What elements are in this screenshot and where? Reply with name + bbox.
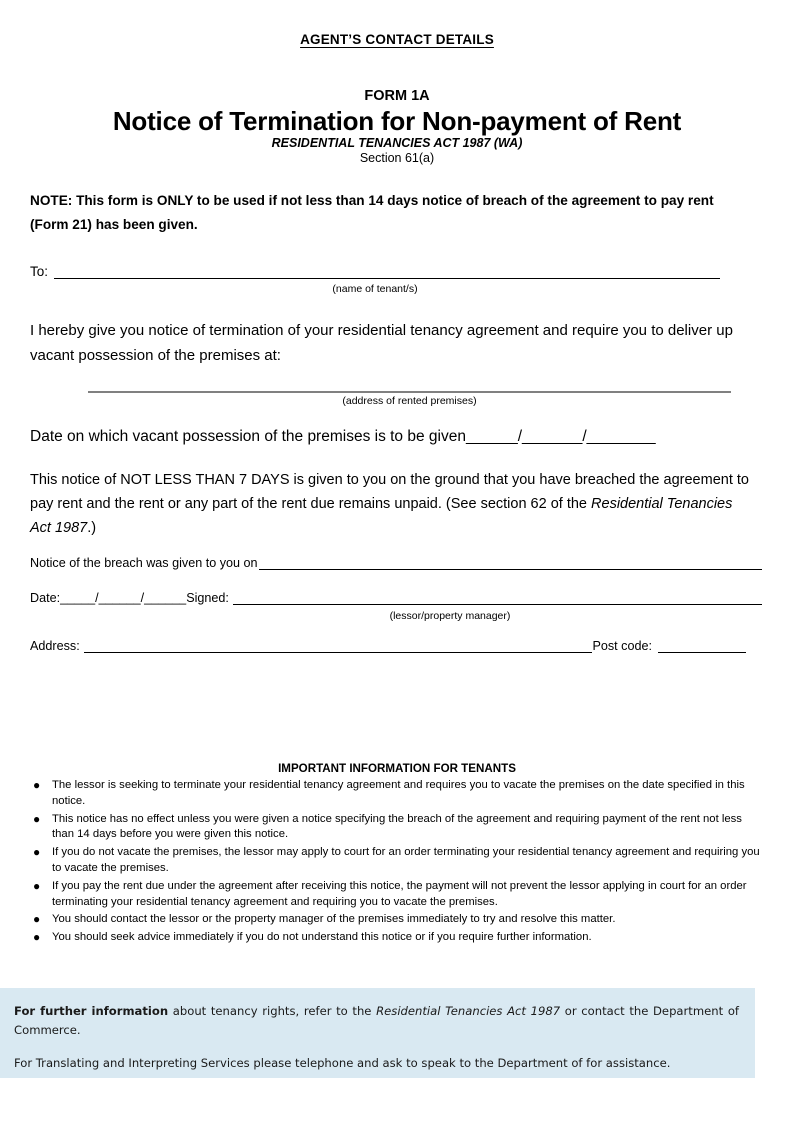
list-item-text: The lessor is seeking to terminate your residential tenancy agreement and requires you to vacate the premises on the date specified in this notice. [52,779,745,807]
agent-contact-details-text: AGENT’S CONTACT DETAILS [300,32,494,47]
vacant-possession-date-input[interactable]: ______/_______/________ [465,428,656,445]
list-item-text: If you pay the rent due under the agreement after receiving this notice, the payment will not prevent the lessor applying in court for an order terminating your residential tenancy agreement and requiring you to vacate the premises. [52,879,747,908]
bullet-icon: ● [33,878,41,893]
body-paragraph-2 [30,468,754,540]
date-input[interactable]: _____/______/______ [60,591,187,605]
bullet-icon: ● [33,845,41,860]
signed-label: Signed: [186,591,229,605]
list-item [30,879,760,911]
footer-line-1-part-a: about tenancy rights, refer to the [168,1004,377,1018]
further-information-box [0,988,755,1078]
list-item-text: This notice has no effect unless you were given a notice specifying the breach of the agreement and requiring payment of the rent not less than 14 days before you were given this notice. [52,812,742,841]
vacant-possession-date-label: Date on which vacant possession of the premises is to be given [30,428,466,445]
caption-lessor-property-manager: (lessor/property manager) [389,610,511,622]
footer-line-1 [14,1002,739,1040]
note-text: NOTE: This form is ONLY to be used if not less than 14 days notice of breach of the agreement to pay rent (Form 21) has been given. [30,193,714,232]
list-item [30,812,760,844]
list-item-text: You should contact the lessor or the property manager of the premises immediately to try and resolve this matter. [52,913,616,926]
footer-line-1-act-italic: Residential Tenancies Act 1987 [376,1004,561,1018]
footer-line-1-bold: For further information [14,1004,169,1018]
section-reference: Section 61(a) [359,151,435,165]
list-item [30,845,760,877]
to-input-line[interactable] [54,264,720,279]
bullet-icon: ● [33,778,41,792]
footer-line-2: For Translating and Interpreting Services please telephone and ask to speak to the Department of for assistance. [14,1056,671,1070]
list-item [30,778,760,810]
list-item-text: If you do not vacate the premises, the lessor may apply to court for an order terminating your residential tenancy agreement and requiring you to vacate the premises. [52,846,760,874]
bullet-icon: ● [33,811,41,826]
list-item-text: You should seek advice immediately if you do not understand this notice or if you require further information. [52,931,592,944]
form-number: FORM 1A [364,88,430,104]
vacant-possession-date-row [30,428,754,446]
postcode-input-line[interactable] [658,639,746,653]
to-field-row [30,264,720,279]
agent-contact-details-heading [0,32,794,47]
bullet-icon: ● [33,930,41,945]
address-input-line[interactable] [84,639,593,653]
important-information-list [30,778,760,948]
to-label: To: [30,264,49,279]
breach-notice-row [30,556,762,570]
act-subtitle: RESIDENTIAL TENANCIES ACT 1987 (WA) [271,136,523,150]
bullet-icon: ● [33,912,41,927]
important-information-heading: IMPORTANT INFORMATION FOR TENANTS [278,762,516,775]
footer-line-1-part-b: or contact the Department of Commerce. [14,1004,739,1037]
caption-name-of-tenants: (name of tenant/s) [332,283,418,295]
caption-address-of-rented-premises: (address of rented premises) [342,395,477,407]
date-label: Date: [30,591,61,605]
body-paragraph-2-part-a: This notice of NOT LESS THAN 7 DAYS is given to you on the ground that you have breached the agreement to pay rent and the rent or any part of the rent due remains unpaid. (See section 62 of the [30,472,749,512]
address-postcode-row [30,639,746,653]
body-paragraph-1: I hereby give you notice of termination of your residential tenancy agreement and require you to deliver up vacant possession of the premises at: [30,322,733,364]
breach-notice-label: Notice of the breach was given to you on [30,556,258,570]
list-item [30,930,760,946]
signed-input-line[interactable] [233,591,762,605]
list-item [30,912,760,928]
postcode-label: Post code: [592,639,652,653]
breach-notice-input-line[interactable] [259,556,762,570]
date-signed-row [30,591,762,605]
address-of-premises-input-line[interactable] [88,391,731,393]
page-title: Notice of Termination for Non-payment of Rent [112,106,682,136]
body-paragraph-2-part-b: .) [87,520,97,536]
address-label: Address: [30,639,80,653]
body-paragraph-2-act-italic: Residential Tenancies Act 1987 [30,496,733,536]
